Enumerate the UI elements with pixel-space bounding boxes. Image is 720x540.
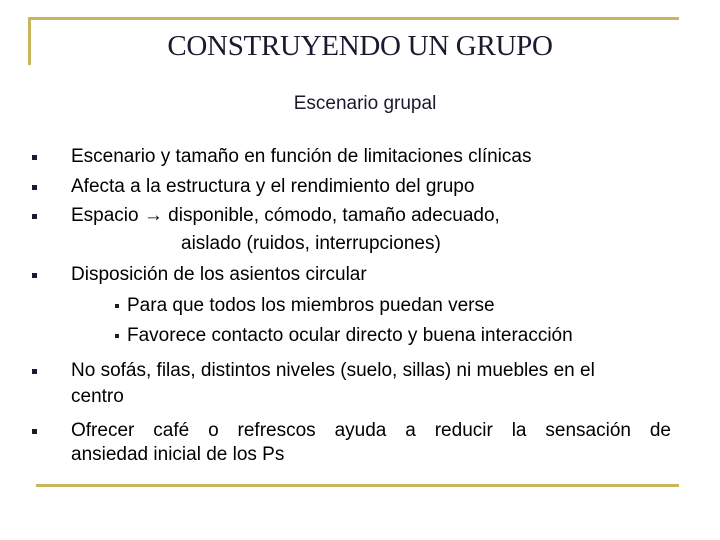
bullet-marker — [32, 185, 37, 190]
slide-title: CONSTRUYENDO UN GRUPO — [167, 30, 553, 62]
bullet-marker — [32, 214, 37, 219]
bullet-text: Ofrecer café o refrescos ayuda a reducir la sensación de — [71, 420, 671, 441]
bullet-text: No sofás, filas, distintos niveles (suelo, sillas) ni muebles en el — [71, 360, 595, 381]
bullet-marker — [32, 369, 37, 374]
bullet-text: Disposición de los asientos circular — [71, 264, 367, 285]
sub-bullet-text: Para que todos los miembros puedan verse — [127, 295, 495, 316]
slide-subtitle: Escenario grupal — [293, 93, 437, 114]
bullet-marker — [32, 155, 37, 160]
bullet-text-continuation: ansiedad inicial de los Ps — [71, 444, 285, 465]
bullet-text-continuation: centro — [71, 386, 124, 407]
sub-bullet-marker — [115, 304, 119, 308]
bullet-text: Espacio → disponible, cómodo, tamaño adecuado, — [71, 205, 500, 226]
bullet-marker — [32, 273, 37, 278]
sub-bullet-marker — [115, 334, 119, 338]
sub-bullet-text: Favorece contacto ocular directo y buena interacción — [127, 325, 573, 346]
bullet-marker — [32, 429, 37, 434]
bullet-text: Afecta a la estructura y el rendimiento del grupo — [71, 176, 475, 197]
bullet-text: Escenario y tamaño en función de limitaciones clínicas — [71, 146, 532, 167]
bullet-text-continuation: aislado (ruidos, interrupciones) — [181, 233, 441, 254]
bottom-rule — [36, 484, 679, 487]
